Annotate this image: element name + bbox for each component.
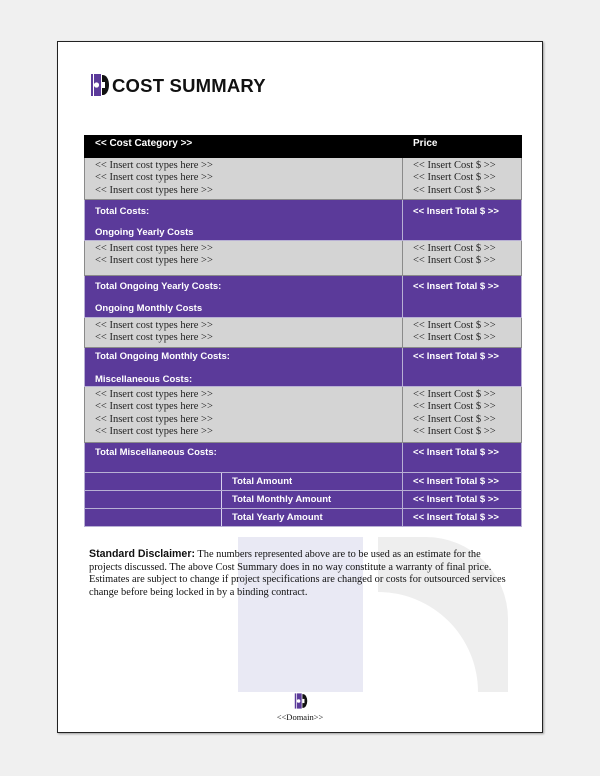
total-value-placeholder: << Insert Total $ >> xyxy=(413,206,499,217)
total-ongoing-monthly-label: Total Ongoing Monthly Costs: xyxy=(95,351,230,362)
cost-value-placeholder: << Insert Cost $ >> xyxy=(413,184,496,196)
cost-type-placeholder: << Insert cost types here >> xyxy=(95,160,213,171)
cost-value-placeholder: << Insert Cost $ >> xyxy=(413,255,496,267)
cost-value-placeholder: << Insert Cost $ >> xyxy=(413,243,496,254)
ongoing-monthly-heading: Ongoing Monthly Costs xyxy=(95,303,203,314)
table-row xyxy=(85,241,522,276)
table-row xyxy=(85,473,522,491)
cost-value-placeholder: << Insert Cost $ >> xyxy=(413,160,496,171)
table-row xyxy=(85,509,522,527)
table-header-row xyxy=(85,136,522,158)
column-header-category: << Cost Category >> xyxy=(85,136,403,158)
cost-type-placeholder: << Insert cost types here >> xyxy=(95,184,213,196)
table-row xyxy=(85,443,522,473)
table-row xyxy=(85,491,522,509)
total-amount-label: Total Amount xyxy=(222,473,403,491)
cost-value-placeholder: << Insert Cost $ >> xyxy=(413,332,496,344)
cost-value-placeholder: << Insert Cost $ >> xyxy=(413,389,496,400)
disclaimer xyxy=(89,548,513,599)
total-monthly-amount-label: Total Monthly Amount xyxy=(222,491,403,509)
table-row xyxy=(85,158,522,200)
cost-type-placeholder: << Insert cost types here >> xyxy=(95,255,213,267)
total-costs-label: Total Costs: xyxy=(95,206,150,217)
table-row xyxy=(85,318,522,348)
total-value-placeholder: << Insert Total $ >> xyxy=(403,491,522,509)
cost-value-placeholder: << Insert Cost $ >> xyxy=(413,172,496,184)
document-page xyxy=(57,41,543,733)
cost-value-placeholder: << Insert Cost $ >> xyxy=(413,413,496,425)
table-row xyxy=(85,387,522,443)
cost-type-placeholder: << Insert cost types here >> xyxy=(95,389,213,400)
cost-type-placeholder: << Insert cost types here >> xyxy=(95,426,213,438)
cost-type-placeholder: << Insert cost types here >> xyxy=(95,413,213,425)
table-row xyxy=(85,348,522,387)
footer-domain: <<Domain>> xyxy=(276,712,324,722)
total-misc-label: Total Miscellaneous Costs: xyxy=(95,447,217,458)
cost-value-placeholder: << Insert Cost $ >> xyxy=(413,401,496,413)
column-header-price: Price xyxy=(403,136,522,158)
cost-type-placeholder: << Insert cost types here >> xyxy=(95,320,213,331)
total-yearly-amount-label: Total Yearly Amount xyxy=(222,509,403,527)
total-value-placeholder: << Insert Total $ >> xyxy=(413,351,499,362)
total-value-placeholder: << Insert Total $ >> xyxy=(413,281,499,292)
total-value-placeholder: << Insert Total $ >> xyxy=(403,509,522,527)
disclaimer-text: The numbers represented above are to be used as an estimate for the projects discussed. The above Cost Summary does in no way constitute a warranty of final price. Estimates are subject to change if project specifications are changed or costs for outsourced services change before being locked in by a binding contract. xyxy=(89,549,506,598)
cost-table xyxy=(84,135,522,527)
footer-logo-icon xyxy=(294,692,308,710)
cost-type-placeholder: << Insert cost types here >> xyxy=(95,243,213,254)
cost-type-placeholder: << Insert cost types here >> xyxy=(95,332,213,344)
cost-value-placeholder: << Insert Cost $ >> xyxy=(413,426,496,438)
cost-value-placeholder: << Insert Cost $ >> xyxy=(413,320,496,331)
page-title: COST SUMMARY xyxy=(112,75,266,96)
total-value-placeholder: << Insert Total $ >> xyxy=(413,447,499,458)
total-value-placeholder: << Insert Total $ >> xyxy=(403,473,522,491)
misc-heading: Miscellaneous Costs: xyxy=(95,374,193,385)
company-logo-icon xyxy=(90,72,110,98)
table-row xyxy=(85,200,522,241)
disclaimer-label: Standard Disclaimer: xyxy=(89,548,195,560)
cost-type-placeholder: << Insert cost types here >> xyxy=(95,401,213,413)
ongoing-yearly-heading: Ongoing Yearly Costs xyxy=(95,227,194,238)
total-ongoing-yearly-label: Total Ongoing Yearly Costs: xyxy=(95,281,222,292)
cost-type-placeholder: << Insert cost types here >> xyxy=(95,172,213,184)
table-row xyxy=(85,276,522,318)
